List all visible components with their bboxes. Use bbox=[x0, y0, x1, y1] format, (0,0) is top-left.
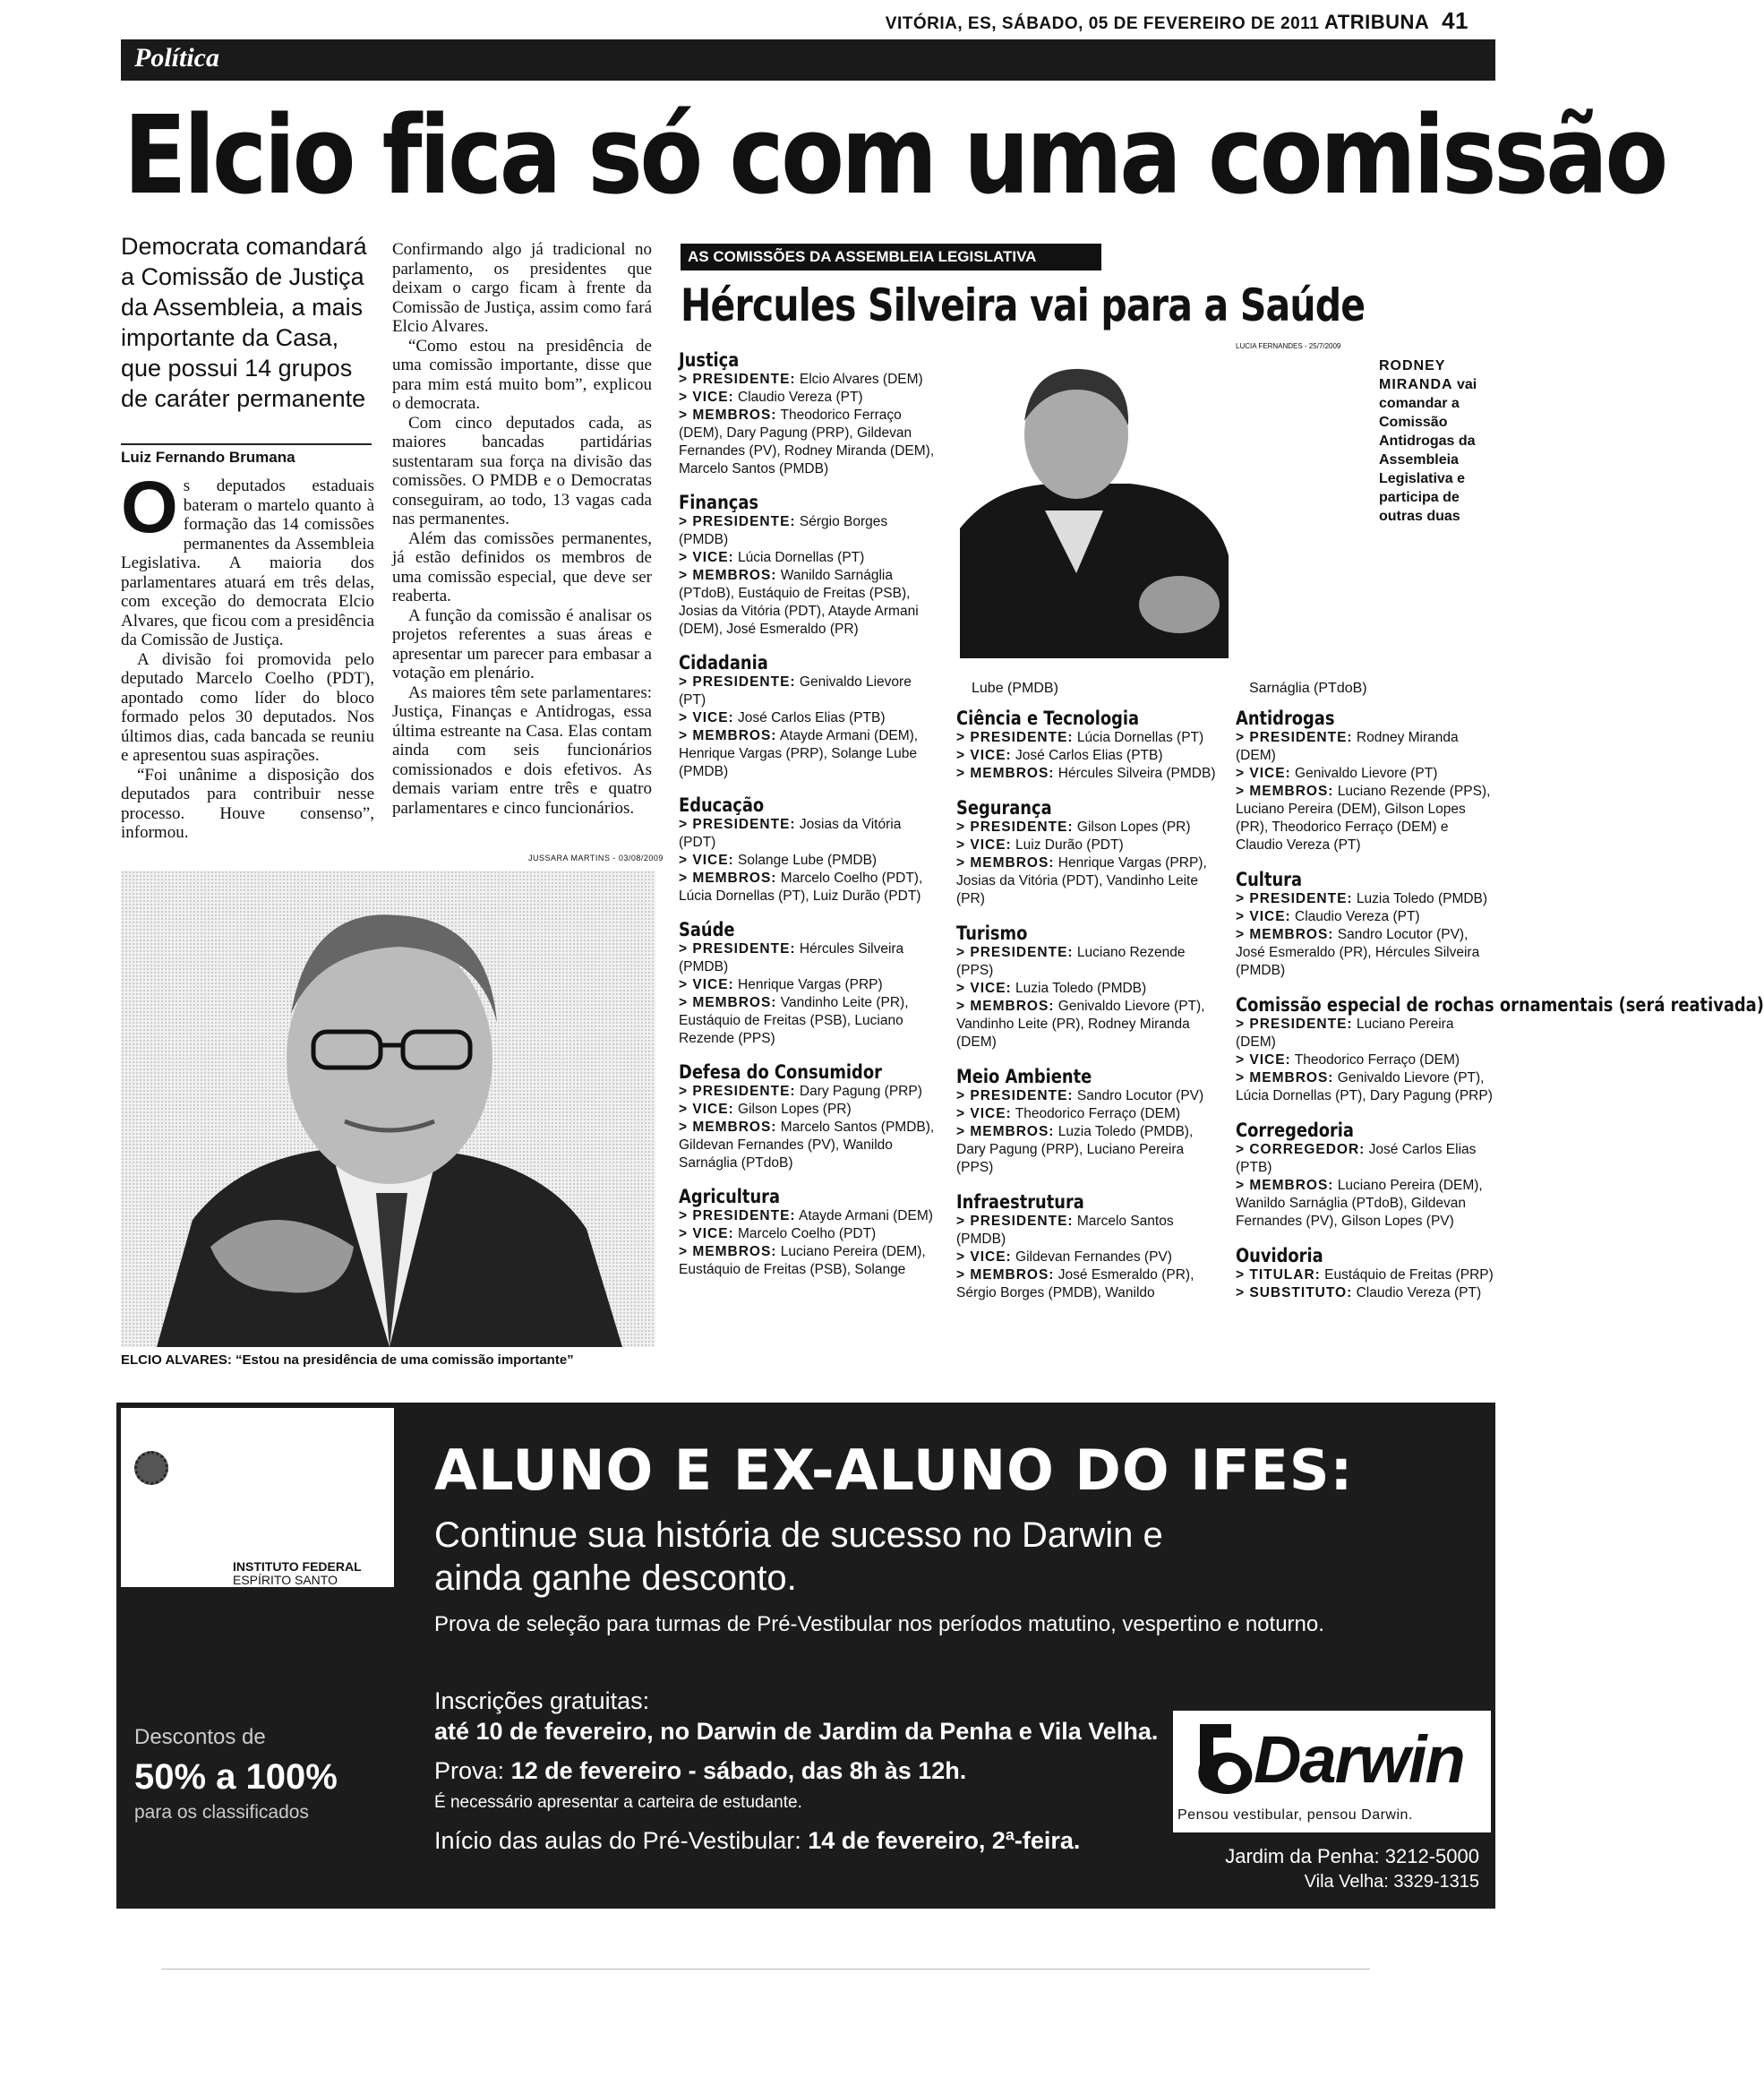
role-members: Luzia Toledo (PMDB), Dary Pagung (PRP), Luciano Pereira (PPS) bbox=[956, 1124, 1194, 1175]
committee-line bbox=[679, 709, 938, 727]
role-members: Claudio Vereza (PT) bbox=[738, 390, 863, 405]
ad-registration bbox=[434, 1686, 1158, 1746]
role-label: > MEMBROS: bbox=[1236, 1178, 1334, 1193]
role-label: > TITULAR: bbox=[1236, 1267, 1321, 1283]
committee-block bbox=[679, 1063, 938, 1172]
role-members: Henrique Vargas (PRP) bbox=[738, 977, 883, 992]
institution-sub: ESPÍRITO SANTO bbox=[233, 1573, 338, 1587]
ad-subhead: Continue sua história de sucesso no Darwin e ainda ganhe desconto. bbox=[434, 1515, 1163, 1598]
committee-block bbox=[679, 796, 938, 905]
committee-title: Meio Ambiente bbox=[956, 1066, 1092, 1087]
committee-block bbox=[956, 924, 1216, 1051]
role-label: > MEMBROS: bbox=[679, 1120, 777, 1135]
committee-line bbox=[679, 976, 938, 994]
role-members: Theodorico Ferraço (DEM), Dary Pagung (PRP), Gildevan Fernandes (PV), Rodney Miranda (DEM), Marcelo Santos (PMDB) bbox=[679, 408, 935, 476]
committee-block bbox=[1236, 1121, 1495, 1231]
committee-line bbox=[956, 1105, 1216, 1123]
photo-credit: JUSSARA MARTINS - 03/08/2009 bbox=[528, 854, 664, 862]
role-members: Theodorico Ferraço (DEM) bbox=[1015, 1106, 1181, 1121]
role-members: Hércules Silveira (PMDB) bbox=[679, 941, 904, 974]
paper-name: ATRIBUNA bbox=[1324, 11, 1430, 33]
committee-line bbox=[956, 747, 1216, 765]
role-members: Henrique Vargas (PRP), Josias da Vitória (PDT), Vandinho Leite (PR) bbox=[956, 855, 1207, 906]
photo-elcio-alvares bbox=[121, 871, 655, 1347]
committee-line bbox=[1236, 1177, 1495, 1231]
paragraph: Confirmando algo já tradicional no parlamento, os presidentes que deixam o cargo ficam à frente da Comissão de Justiça, assim como fará Elcio Alvares. bbox=[392, 240, 652, 336]
committee-block bbox=[1236, 709, 1495, 854]
photo-rodney-miranda bbox=[960, 349, 1229, 658]
role-label: > PRESIDENTE: bbox=[679, 1084, 796, 1099]
role-label: > PRESIDENTE: bbox=[956, 820, 1074, 835]
caption-name: RODNEY MIRANDA bbox=[1379, 358, 1453, 392]
role-label: > VICE: bbox=[679, 1226, 734, 1241]
role-members: Luciano Pereira (DEM) bbox=[1236, 1017, 1454, 1050]
darwin-slogan: Pensou vestibular, pensou Darwin. bbox=[1177, 1807, 1413, 1823]
committee-line bbox=[1236, 1266, 1495, 1284]
committee-block bbox=[956, 709, 1216, 783]
article-column-1 bbox=[121, 467, 374, 843]
exam-label: Prova: bbox=[434, 1757, 505, 1784]
role-members: Dary Pagung (PRP) bbox=[799, 1084, 922, 1099]
committee-title: Ouvidoria bbox=[1236, 1245, 1323, 1266]
ad-selection-text: Prova de seleção para turmas de Pré-Vestibular nos períodos matutino, vespertino e noturno. bbox=[434, 1612, 1324, 1636]
role-label: > PRESIDENTE: bbox=[679, 674, 796, 690]
committee-line bbox=[1236, 1069, 1495, 1105]
committee-line bbox=[679, 513, 938, 549]
role-label: > MEMBROS: bbox=[679, 408, 777, 423]
role-label: > MEMBROS: bbox=[956, 1267, 1055, 1283]
dropcap: O bbox=[121, 467, 178, 548]
role-members: Luzia Toledo (PMDB) bbox=[1356, 891, 1488, 906]
committee-line bbox=[956, 998, 1216, 1051]
committee-line bbox=[956, 854, 1216, 908]
committee-title: Educação bbox=[679, 794, 765, 816]
ifes-name bbox=[233, 1560, 362, 1587]
role-label: > PRESIDENTE: bbox=[1236, 1017, 1353, 1032]
role-label: > PRESIDENTE: bbox=[956, 945, 1074, 960]
role-label: > VICE: bbox=[679, 853, 734, 868]
role-label: > VICE: bbox=[1236, 909, 1291, 924]
discount-label: Descontos de bbox=[134, 1725, 266, 1749]
paragraph: “Foi unânime a disposição dos deputados para contribuir nesse processo. Houve consenso”, informou. bbox=[121, 765, 374, 842]
committee-title: Cidadania bbox=[679, 652, 768, 674]
registration-label: Inscrições gratuitas: bbox=[434, 1687, 650, 1714]
headline: Elcio fica só com uma comissão bbox=[124, 94, 1666, 219]
committee-line bbox=[956, 729, 1216, 747]
role-label: > VICE: bbox=[679, 977, 734, 992]
committee-title: Turismo bbox=[956, 923, 1028, 944]
committee-block bbox=[679, 654, 938, 781]
committee-line bbox=[1236, 1051, 1495, 1069]
committee-line bbox=[679, 727, 938, 781]
section-bar bbox=[121, 39, 1495, 81]
photo-caption: ELCIO ALVARES: “Estou na presidência de uma comissão importante” bbox=[121, 1352, 574, 1368]
dek: Democrata comandará a Comissão de Justiça da Assembleia, a mais importante da Casa, que possui 14 grupos de caráter permanente bbox=[121, 233, 367, 412]
photo2-caption bbox=[1379, 356, 1500, 526]
role-members: Luiz Durão (PDT) bbox=[1015, 837, 1124, 853]
committee-line bbox=[679, 371, 938, 389]
continued-line: Sarnáglia (PTdoB) bbox=[1249, 681, 1367, 696]
role-label: > PRESIDENTE: bbox=[679, 941, 796, 957]
start-label: Início das aulas do Pré-Vestibular: bbox=[434, 1827, 801, 1854]
role-label: > PRESIDENTE: bbox=[679, 1208, 796, 1223]
committee-title: Segurança bbox=[956, 797, 1052, 819]
role-label: > PRESIDENTE: bbox=[679, 372, 796, 387]
role-members: José Carlos Elias (PTB) bbox=[1236, 1142, 1477, 1175]
committee-block bbox=[1236, 1247, 1495, 1302]
committee-title: Defesa do Consumidor bbox=[679, 1061, 882, 1083]
committee-line bbox=[679, 1225, 938, 1243]
continued-line: Lube (PMDB) bbox=[972, 681, 1058, 696]
committee-block bbox=[1236, 871, 1495, 980]
committee-line bbox=[679, 407, 938, 478]
paragraph: Os deputados estaduais bateram o martelo quanto à formação das 14 comissões permanentes da Assembleia Legislativa. A maioria dos parlamentares atuará em três delas, com exceção do democrata Elcio Alvares, que ficou com a presidência da Comissão de Justiça. bbox=[121, 467, 374, 649]
role-label: > PRESIDENTE: bbox=[956, 1214, 1074, 1229]
committee-line bbox=[1236, 1284, 1495, 1302]
role-label: > CORREGEDOR: bbox=[1236, 1142, 1366, 1157]
discount-note: para os classificados bbox=[134, 1802, 309, 1823]
committee-block bbox=[1236, 994, 1764, 1105]
role-label: > VICE: bbox=[956, 1249, 1012, 1265]
role-label: > PRESIDENTE: bbox=[679, 817, 796, 832]
role-label: > PRESIDENTE: bbox=[1236, 891, 1353, 906]
darwin-logo-icon bbox=[1195, 1720, 1258, 1796]
paragraph: A função da comissão é analisar os projetos referentes a suas áreas e apresentar um parecer para embasar a votação em plenário. bbox=[392, 605, 652, 682]
committee-line bbox=[956, 944, 1216, 980]
role-label: > MEMBROS: bbox=[679, 568, 777, 583]
committee-line bbox=[679, 816, 938, 852]
committee-line bbox=[679, 1101, 938, 1119]
committee-title: Finanças bbox=[679, 492, 759, 513]
discount-value: 50% a 100% bbox=[134, 1757, 338, 1797]
committee-line bbox=[956, 1123, 1216, 1177]
committee-line bbox=[956, 1249, 1216, 1266]
role-label: > VICE: bbox=[679, 390, 734, 405]
role-members: Claudio Vereza (PT) bbox=[1295, 909, 1420, 924]
committee-line bbox=[679, 389, 938, 407]
role-members: Sandro Locutor (PV), José Esmeraldo (PR), Hércules Silveira (PMDB) bbox=[1236, 927, 1480, 978]
role-members: Marcelo Coelho (PDT), Lúcia Dornellas (PT), Luiz Durão (PDT) bbox=[679, 871, 923, 904]
role-label: > MEMBROS: bbox=[956, 1124, 1055, 1139]
unit-vila-velha: Vila Velha: 3329-1315 bbox=[1304, 1872, 1479, 1892]
exam-value: 12 de fevereiro - sábado, das 8h às 12h. bbox=[510, 1757, 967, 1784]
committee-line bbox=[956, 1213, 1216, 1249]
byline: Luiz Fernando Brumana bbox=[121, 443, 372, 467]
committee-block bbox=[956, 1068, 1216, 1177]
role-label: > VICE: bbox=[1236, 1052, 1291, 1068]
role-members: Gilson Lopes (PR) bbox=[738, 1102, 852, 1117]
role-label: > MEMBROS: bbox=[679, 995, 777, 1010]
committee-line bbox=[1236, 1141, 1495, 1177]
role-label: > VICE: bbox=[956, 981, 1012, 996]
role-members: Genivaldo Lievore (PT) bbox=[679, 674, 912, 708]
divider bbox=[161, 1969, 1370, 1970]
role-label: > VICE: bbox=[679, 550, 734, 565]
article-column-2 bbox=[392, 240, 652, 818]
committee-line bbox=[679, 1207, 938, 1225]
role-label: > VICE: bbox=[679, 1102, 734, 1117]
role-members: Marcelo Coelho (PDT) bbox=[738, 1226, 877, 1241]
committee-line bbox=[1236, 729, 1495, 765]
committee-title: Justiça bbox=[679, 349, 740, 371]
role-label: > VICE: bbox=[956, 837, 1012, 853]
committee-line bbox=[679, 852, 938, 870]
role-members: Marcelo Santos (PMDB), Gildevan Fernandes (PV), Wanildo Sarnáglia (PTdoB) bbox=[679, 1120, 935, 1171]
role-label: > MEMBROS: bbox=[956, 855, 1055, 871]
paragraph: Além das comissões permanentes, já estão definidos os membros de uma comissão especial, que deve ser reaberta. bbox=[392, 528, 652, 605]
paragraph: A divisão foi promovida pelo deputado Marcelo Coelho (PDT), apontado como líder do bloco formado pelos 30 deputados. Nos últimos dias, cada bancada se reuniu e apresentou suas aspirações. bbox=[121, 649, 374, 765]
role-members: Vandinho Leite (PR), Eustáquio de Freitas (PSB), Luciano Rezende (PPS) bbox=[679, 995, 909, 1046]
caption-text: vai comandar a Comissão Antidrogas da Assembleia Legislativa e participa de outras duas bbox=[1379, 377, 1477, 524]
role-members: Josias da Vitória (PDT) bbox=[679, 817, 902, 850]
role-label: > VICE: bbox=[679, 710, 734, 725]
ad-headline: ALUNO E EX-ALUNO DO IFES: bbox=[434, 1437, 1354, 1503]
committee-title: Comissão especial de rochas ornamentais (será reativada) bbox=[1236, 994, 1764, 1016]
committee-line bbox=[1236, 765, 1495, 783]
committee-line bbox=[956, 765, 1216, 783]
role-members: Genivaldo Lievore (PT) bbox=[1295, 766, 1438, 781]
committee-line bbox=[679, 674, 938, 709]
page-number: 41 bbox=[1442, 7, 1469, 34]
role-label: > MEMBROS: bbox=[679, 728, 777, 743]
committee-block bbox=[956, 1193, 1216, 1302]
committee-line bbox=[679, 870, 938, 905]
role-label: > PRESIDENTE: bbox=[679, 514, 796, 529]
committees-column-c bbox=[1236, 708, 1764, 1318]
role-members: Genivaldo Lievore (PT), Lúcia Dornellas (PT), Dary Pagung (PRP) bbox=[1236, 1070, 1493, 1103]
committee-line bbox=[1236, 908, 1495, 926]
committee-line bbox=[1236, 926, 1495, 980]
role-label: > SUBSTITUTO: bbox=[1236, 1285, 1353, 1300]
committee-line bbox=[679, 1119, 938, 1172]
ad-exam bbox=[434, 1757, 966, 1785]
committee-title: Corregedoria bbox=[1236, 1120, 1354, 1141]
role-label: > MEMBROS: bbox=[679, 871, 777, 886]
dateline bbox=[886, 7, 1469, 35]
role-members: Hércules Silveira (PMDB) bbox=[1058, 766, 1216, 781]
role-label: > MEMBROS: bbox=[956, 999, 1055, 1014]
committee-line bbox=[679, 1083, 938, 1101]
committee-title: Saúde bbox=[679, 919, 735, 940]
role-members: Luciano Rezende (PPS) bbox=[956, 945, 1186, 978]
committee-block bbox=[956, 799, 1216, 908]
role-members: Atayde Armani (DEM) bbox=[799, 1208, 933, 1223]
committee-title: Cultura bbox=[1236, 869, 1303, 890]
committee-title: Ciência e Tecnologia bbox=[956, 708, 1140, 729]
registration-value: até 10 de fevereiro, no Darwin de Jardim da Penha e Vila Velha. bbox=[434, 1718, 1159, 1745]
unit-jardim-da-penha: Jardim da Penha: 3212-5000 bbox=[1225, 1845, 1479, 1867]
role-members: Lúcia Dornellas (PT) bbox=[1076, 730, 1204, 745]
role-members: Theodorico Ferraço (DEM) bbox=[1294, 1052, 1460, 1068]
committee-line bbox=[956, 1087, 1216, 1105]
role-members: Rodney Miranda (DEM) bbox=[1236, 730, 1459, 763]
role-members: Luciano Pereira (DEM), Eustáquio de Freitas (PSB), Solange bbox=[679, 1244, 926, 1277]
ad-start bbox=[434, 1827, 1080, 1855]
start-value: 14 de fevereiro, 2ª-feira. bbox=[808, 1827, 1081, 1854]
photo-credit: LUCIA FERNANDES - 25/7/2009 bbox=[1236, 342, 1341, 350]
role-label: > VICE: bbox=[956, 748, 1012, 763]
committee-title: Agricultura bbox=[679, 1186, 781, 1207]
committees-kicker: AS COMISSÕES DA ASSEMBLEIA LEGISLATIVA bbox=[681, 244, 1101, 270]
role-members: Luciano Rezende (PPS), Luciano Pereira (DEM), Gilson Lopes (PR), Theodorico Ferraço (DEM) e Claudio Vereza (PT) bbox=[1236, 784, 1491, 853]
role-members: Solange Lube (PMDB) bbox=[738, 853, 878, 868]
role-members: Luzia Toledo (PMDB) bbox=[1015, 981, 1147, 996]
institution: INSTITUTO FEDERAL bbox=[233, 1559, 362, 1574]
committee-title: Antidrogas bbox=[1236, 708, 1335, 729]
role-members: Gilson Lopes (PR) bbox=[1076, 820, 1191, 835]
role-label: > PRESIDENTE: bbox=[956, 730, 1074, 745]
committee-line bbox=[679, 940, 938, 976]
committee-line bbox=[1236, 890, 1495, 908]
role-members: Atayde Armani (DEM), Henrique Vargas (PRP), Solange Lube (PMDB) bbox=[679, 728, 919, 779]
role-members: José Carlos Elias (PTB) bbox=[738, 710, 886, 725]
role-label: > MEMBROS: bbox=[1236, 1070, 1334, 1086]
section-label: Política bbox=[134, 43, 219, 73]
committee-line bbox=[679, 1243, 938, 1279]
committee-block bbox=[679, 921, 938, 1048]
committee-line bbox=[1236, 783, 1495, 854]
committee-line bbox=[956, 1266, 1216, 1302]
dateline-text: VITÓRIA, ES, SÁBADO, 05 DE FEVEREIRO DE 2011 bbox=[885, 14, 1320, 33]
paragraph: “Como estou na presidência de uma comissão importante, disse que para mim está muito bom”, explicou o democrata. bbox=[392, 336, 652, 413]
committees-headline: Hércules Silveira vai para a Saúde bbox=[681, 279, 1366, 331]
committee-line bbox=[1236, 1016, 1495, 1051]
committees-column-b bbox=[956, 709, 1216, 1318]
ad-student-card: É necessário apresentar a carteira de estudante. bbox=[434, 1793, 802, 1812]
paragraph: Com cinco deputados cada, as maiores bancadas partidárias sustentaram sua força na divisão das comissões. O PMDB e o Democratas conseguiram, ao todo, 13 vagas cada nas permanentes. bbox=[392, 413, 652, 528]
role-label: > VICE: bbox=[956, 1106, 1012, 1121]
committee-line bbox=[679, 549, 938, 567]
role-members: Claudio Vereza (PT) bbox=[1356, 1285, 1482, 1300]
role-members: Wanildo Sarnáglia (PTdoB), Eustáquio de Freitas (PSB), Josias da Vitória (PDT), Atayde Armani (DEM), José Esmeraldo (PR) bbox=[679, 568, 919, 637]
committee-block bbox=[679, 1188, 938, 1279]
role-label: > PRESIDENTE: bbox=[1236, 730, 1353, 745]
role-members: José Esmeraldo (PR), Sérgio Borges (PMDB), Wanildo bbox=[956, 1267, 1195, 1300]
committee-title: Infraestrutura bbox=[956, 1191, 1084, 1213]
role-members: Lúcia Dornellas (PT) bbox=[738, 550, 865, 565]
role-label: > PRESIDENTE: bbox=[956, 1088, 1074, 1103]
role-label: > MEMBROS: bbox=[956, 766, 1055, 781]
role-members: Sandro Locutor (PV) bbox=[1076, 1088, 1204, 1103]
committee-block bbox=[679, 351, 938, 478]
committee-line bbox=[679, 567, 938, 639]
committee-line bbox=[956, 837, 1216, 854]
role-label: > MEMBROS: bbox=[679, 1244, 777, 1259]
darwin-logo-text: Darwin bbox=[1254, 1722, 1464, 1797]
ifes-seal-icon bbox=[134, 1451, 168, 1485]
role-members: Luciano Pereira (DEM), Wanildo Sarnáglia (PTdoB), Gildevan Fernandes (PV), Gilson Lopes (PV) bbox=[1236, 1178, 1483, 1229]
role-label: > MEMBROS: bbox=[1236, 784, 1334, 799]
committee-line bbox=[679, 994, 938, 1048]
role-label: > VICE: bbox=[1236, 766, 1291, 781]
committee-block bbox=[679, 493, 938, 639]
role-members: Sérgio Borges (PMDB) bbox=[679, 514, 888, 547]
role-members: Marcelo Santos (PMDB) bbox=[956, 1214, 1174, 1247]
role-members: Elcio Alvares (DEM) bbox=[799, 372, 923, 387]
role-members: Gildevan Fernandes (PV) bbox=[1015, 1249, 1172, 1265]
committee-line bbox=[956, 980, 1216, 998]
committees-column-a bbox=[679, 351, 938, 1294]
role-label: > MEMBROS: bbox=[1236, 927, 1334, 942]
paragraph: As maiores têm sete parlamentares: Justiça, Finanças e Antidrogas, essa última estreante na Casa. Elas contam ainda com seis funcionários comissionados e dois efetivos. As demais variam entre três e quatro parlamentares e cinco funcionários. bbox=[392, 682, 652, 818]
role-members: Eustáquio de Freitas (PRP) bbox=[1324, 1267, 1494, 1283]
committee-line bbox=[956, 819, 1216, 837]
role-members: Genivaldo Lievore (PT), Vandinho Leite (PR), Rodney Miranda (DEM) bbox=[956, 999, 1205, 1050]
role-members: José Carlos Elias (PTB) bbox=[1015, 748, 1163, 763]
